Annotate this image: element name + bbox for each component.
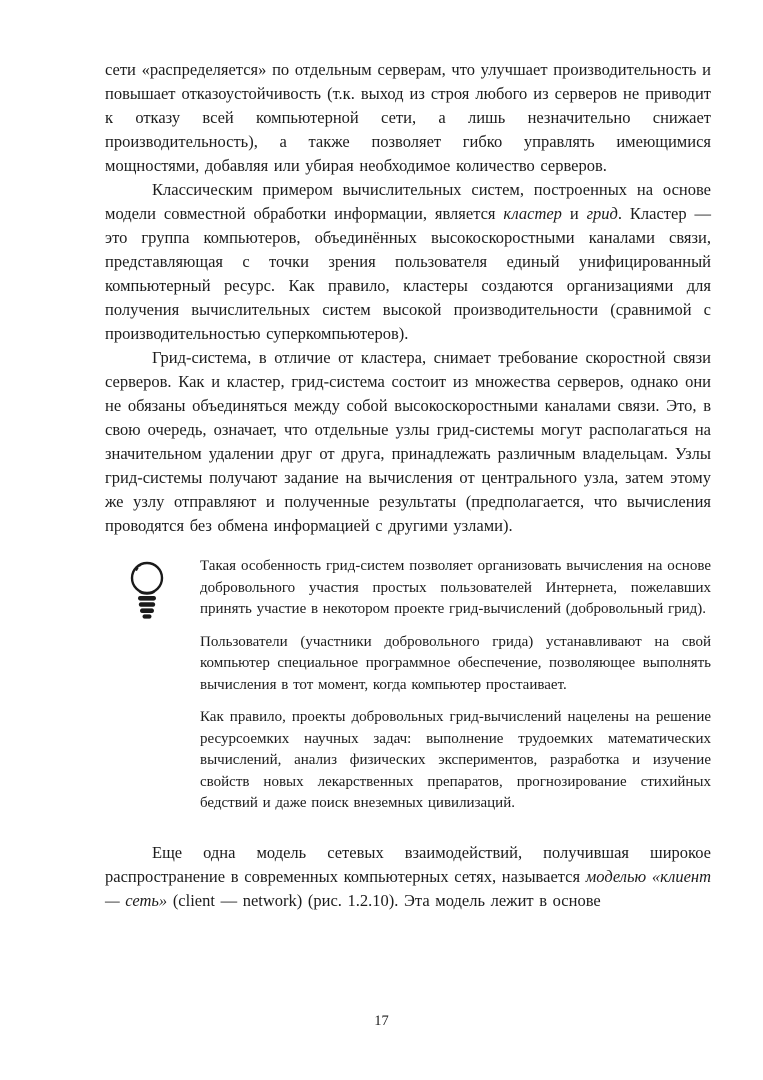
- paragraph-client-network: [105, 841, 711, 913]
- note-block: [200, 556, 711, 815]
- text-run: Классическим примером вычислительных систем, построенных на основе модели совместной обработки информации, является: [105, 180, 711, 223]
- paragraph-grid: Грид-система, в отличие от кластера, снимает требование скоростной связи серверов. Как и кластер, грид-система состоит из множества серверов, однако они не обязаны объединяться между собой высокоскоростными каналами связи. Это, в свою очередь, означает, что отдельные узлы грид-системы могут располагаться на значительном удалении друг от друга, принадлежать различным владельцам. Узлы грид-системы получают задание на вычисления от центрального узла, затем этому же узлу отправляют и полученные результаты (предполагается, что вычисления проводятся без обмена информацией с другими узлами).: [105, 348, 711, 535]
- text-run: и: [561, 204, 587, 223]
- note-text: [200, 556, 711, 815]
- page-content: [105, 58, 711, 913]
- italic-term-grid: грид: [586, 204, 618, 223]
- page-number: 17: [374, 1013, 389, 1029]
- paragraph-cluster: [105, 178, 711, 346]
- lightbulb-icon: [126, 558, 168, 620]
- note-paragraph-projects: Как правило, проекты добровольных грид-вычислений нацелены на решение ресурсоемких научных задач: выполнение трудоемких математических вычислений, анализ физических экспериментов, разработка и изучение свойств новых лекарственных препаратов, прогнозирование стихийных бедствий и даже поиск внеземных цивилизаций.: [200, 709, 711, 811]
- italic-term-cluster: кластер: [503, 204, 562, 223]
- text-run: (client — network) (рис. 1.2.10). Эта модель лежит в основе: [167, 890, 601, 910]
- text-run: Еще одна модель сетевых взаимодействий, получившая широкое распространение в современных компьютерных сетях, называется: [105, 842, 711, 886]
- italic-term-client-network-model: моделью «клиент — сеть»: [105, 866, 711, 910]
- text-run: . Кластер — это группа компьютеров, объединённых высокоскоростными каналами связи, представляющая с точки зрения пользователя единый унифицированный компьютерный ресурс. Как правило, кластеры создаются организациями для получения вычислительных систем высокой производительности (сравнимой с производительностью суперкомпьютеров).: [105, 204, 711, 343]
- note-paragraph-voluntary-grid: Такая особенность грид-систем позволяет организовать вычисления на основе добровольного участия простых пользователей Интернета, пожелавших принять участие в некотором проекте грид-вычислений (добровольный грид).: [200, 558, 711, 617]
- note-paragraph-software: Пользователи (участники добровольного грида) устанавливают на свой компьютер специальное программное обеспечение, позволяющее выполнять вычисления в тот момент, когда компьютер простаивает.: [200, 633, 711, 693]
- paragraph-servers: сети «распределяется» по отдельным серверам, что улучшает производительность и повышает отказоустойчивость (т.к. выход из строя любого из серверов не приводит к отказу всей компьютерной сети, а лишь незначительно снижает производительность), а также позволяет гибко управлять имеющимися мощностями, добавляя или убирая необходимое количество серверов.: [105, 60, 711, 175]
